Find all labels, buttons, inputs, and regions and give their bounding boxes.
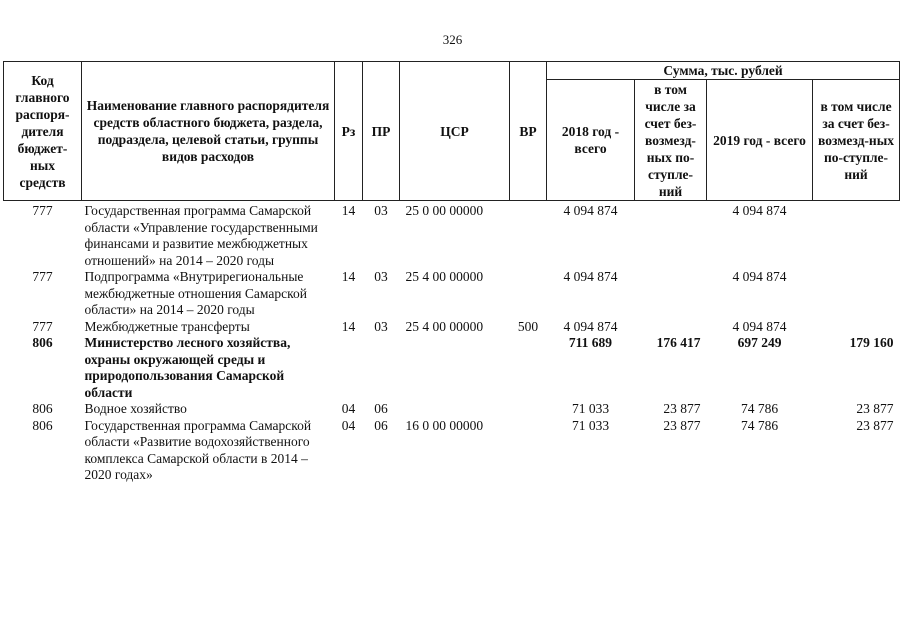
page-number: 326 <box>442 32 463 47</box>
cell-2019-total: 74 786 <box>740 401 779 416</box>
cell-pr <box>363 335 400 401</box>
cell-name: Межбюджетные трансферты <box>84 318 250 334</box>
cell-code: 806 <box>32 417 53 433</box>
cell-2019-bezv <box>813 319 900 336</box>
header-name: Наименование главного распорядителя средств областного бюджета, раздела, подраздела, целевой статьи, группы видов расходов <box>82 62 335 201</box>
cell-2018-bezv: 176 417 <box>656 335 701 350</box>
cell-2019-bezv <box>813 269 900 319</box>
cell-name: Государственная программа Самарской области «Управление государственными финансами и развитие межбюджетных отношений» на 2014 – 2020 годы <box>84 203 318 268</box>
cell-2019-total: 4 094 874 <box>732 318 787 334</box>
cell-2018-bezv <box>635 201 707 270</box>
cell-pr: 06 <box>374 401 388 416</box>
header-code: Код главного распоря-дителя бюджет-ных средств <box>4 62 82 201</box>
cell-rz: 14 <box>341 318 356 334</box>
cell-name: Министерство лесного хозяйства, охраны окружающей среды и природопользования Самарской области <box>84 335 291 400</box>
cell-pr: 03 <box>374 318 388 334</box>
cell-vr <box>510 269 547 319</box>
header-sum-group: Сумма, тыс. рублей <box>547 62 900 80</box>
cell-csr <box>400 401 510 418</box>
header-vr: ВР <box>510 62 547 201</box>
table-row <box>4 269 900 319</box>
table-row <box>4 201 900 270</box>
cell-2019-total: 74 786 <box>740 417 779 433</box>
cell-2019-total: 697 249 <box>737 335 782 350</box>
header-csr: ЦСР <box>400 62 510 201</box>
cell-rz: 04 <box>341 401 356 416</box>
cell-2018-total: 4 094 874 <box>563 203 618 218</box>
table-row <box>4 401 900 418</box>
cell-name: Водное хозяйство <box>84 401 187 416</box>
cell-2019-total: 4 094 874 <box>732 269 787 284</box>
cell-vr <box>510 418 547 484</box>
table-row <box>4 335 900 401</box>
header-pr: ПР <box>363 62 400 201</box>
cell-2018-bezv <box>635 269 707 319</box>
header-rz: Рз <box>335 62 363 201</box>
cell-2018-total: 71 033 <box>571 417 610 433</box>
cell-vr <box>510 335 547 401</box>
cell-csr: 25 4 00 00000 <box>405 269 484 284</box>
cell-2018-bezv: 23 877 <box>663 401 701 416</box>
cell-2018-bezv <box>635 319 707 336</box>
cell-name: Государственная программа Самарской области «Развитие водохозяйственного комплекса Самарской области в 2014 – 2020 годах» <box>84 417 312 482</box>
table-header <box>4 62 900 201</box>
cell-vr: 500 <box>517 318 539 334</box>
cell-pr: 03 <box>374 203 388 218</box>
cell-rz <box>335 335 363 401</box>
cell-code: 777 <box>32 269 53 284</box>
cell-csr: 25 0 00 00000 <box>405 203 484 218</box>
cell-csr <box>400 335 510 401</box>
cell-2018-bezv: 23 877 <box>663 417 701 433</box>
cell-2019-bezv: 23 877 <box>856 417 894 433</box>
cell-csr: 16 0 00 00000 <box>405 417 484 433</box>
cell-code: 806 <box>32 335 53 350</box>
table-body <box>4 201 900 484</box>
cell-2018-total: 711 689 <box>568 335 613 350</box>
cell-rz: 14 <box>341 203 356 218</box>
cell-2019-bezv: 23 877 <box>856 401 894 416</box>
cell-name: Подпрограмма «Внутрирегиональные межбюджетные отношения Самарской области» на 2014 – 2020 годы <box>84 269 307 317</box>
cell-rz: 14 <box>341 269 356 284</box>
header-2018-bezv: в том числе за счет без-возмезд-ных по-ступле-ний <box>635 80 707 201</box>
cell-vr <box>510 201 547 270</box>
header-2019-total: 2019 год - всего <box>707 80 813 201</box>
cell-pr: 03 <box>374 269 388 284</box>
cell-pr: 06 <box>374 417 388 433</box>
table-row <box>4 319 900 336</box>
budget-table <box>3 61 900 484</box>
cell-2019-bezv: 179 160 <box>849 335 894 350</box>
cell-rz: 04 <box>341 417 356 433</box>
header-2018-total: 2018 год - всего <box>547 80 635 201</box>
table-row <box>4 418 900 484</box>
cell-2018-total: 4 094 874 <box>563 318 618 334</box>
cell-vr <box>510 401 547 418</box>
cell-2019-total: 4 094 874 <box>732 203 787 218</box>
cell-csr: 25 4 00 00000 <box>405 318 484 334</box>
cell-code: 777 <box>32 203 53 218</box>
cell-code: 777 <box>32 318 53 334</box>
cell-2018-total: 71 033 <box>571 401 610 416</box>
cell-code: 806 <box>32 401 53 416</box>
header-2019-bezv: в том числе за счет без-возмезд-ных по-ступле-ний <box>813 80 900 201</box>
cell-2018-total: 4 094 874 <box>563 269 618 284</box>
cell-2019-bezv <box>813 201 900 270</box>
